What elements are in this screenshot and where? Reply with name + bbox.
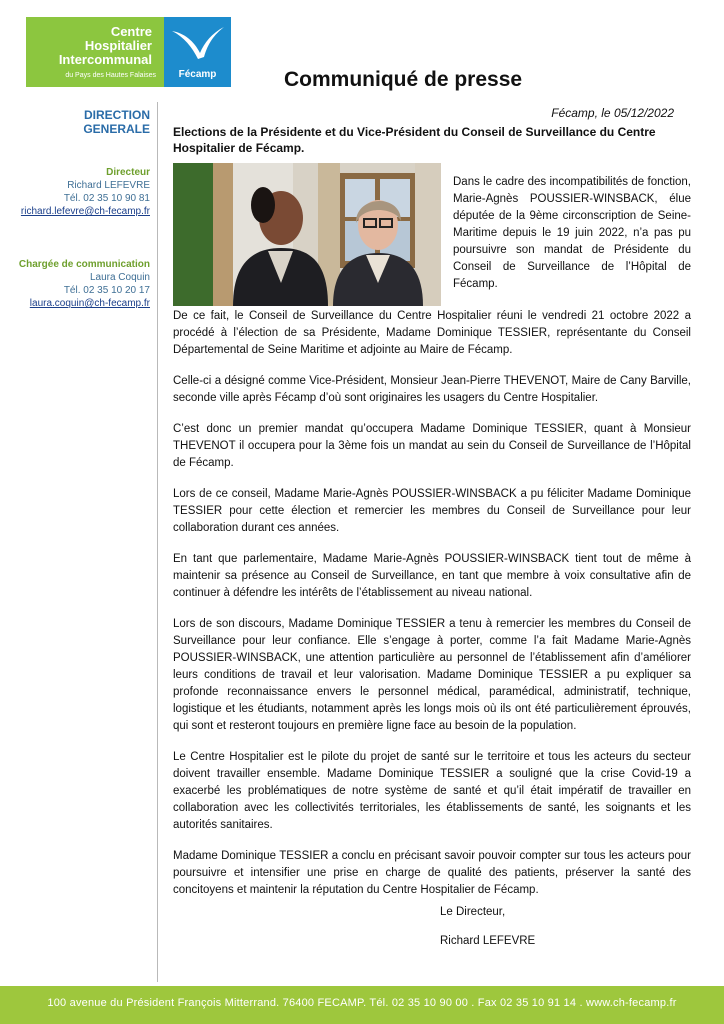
contact-phone: Tél. 02 35 10 20 17: [63, 285, 150, 296]
sidebar-heading: DIRECTION GENERALE: [83, 108, 150, 136]
logo-green-panel: [26, 17, 164, 87]
footer-address: 100 avenue du Président François Mitterrand. 76400 FECAMP. Tél. 02 35 10 90 00 . Fax 02 35 10 91 14 . www.ch-fecamp.fr: [47, 997, 677, 1009]
logo-line-3: Intercommunal: [58, 52, 152, 67]
signature-name: Richard LEFEVRE: [440, 935, 536, 947]
sidebar-divider: [157, 102, 158, 982]
contact-role: Chargée de communication: [18, 259, 150, 270]
logo-line-1: Centre: [110, 24, 152, 39]
page-title: Communiqué de presse: [284, 68, 523, 91]
footer-bar: [0, 986, 724, 1024]
seagull-icon: [170, 23, 226, 63]
contact-name: Laura Coquin: [89, 272, 150, 283]
body-paragraph: C’est donc un premier mandat qu’occupera Madame Dominique TESSIER, quant à Monsieur THEVENOT il occupera pour la 3ème fois un mandat au sein du Conseil de Surveillance de l’Hôpital de Fécamp.: [173, 423, 691, 469]
body-paragraph: En tant que parlementaire, Madame Marie-Agnès POUSSIER-WINSBACK tient tout de même à maintenir sa présence au Conseil de Surveillance, en tant que membre à voix consultative afin de continuer à défendre les intérêts de l’établissement au niveau national.: [173, 553, 691, 599]
body-paragraph: De ce fait, le Conseil de Surveillance du Centre Hospitalier réuni le vendredi 21 octobre 2022 a procédé à l’élection de sa Présidente, Madame Dominique TESSIER, représentante du Conseil Départemental de Seine Maritime et adjointe au Maire de Fécamp.: [173, 310, 691, 356]
logo-city: Fécamp: [178, 69, 217, 80]
press-headline: Elections de la Présidente et du Vice-Président du Conseil de Surveillance du Centre Hospitalier de Fécamp.: [173, 125, 656, 155]
intro-paragraph: Dans le cadre des incompatibilités de fonction, Marie-Agnès POUSSIER-WINSBACK, élue députée de la 9ème circonscription de Seine-Maritime depuis le 19 juin 2022, n’a pas pu poursuivre son mandat de Présidente du Conseil de Surveillance de l’Hôpital de Fécamp.: [453, 176, 691, 290]
press-body: [173, 308, 691, 913]
press-date: Fécamp, le 05/12/2022: [551, 106, 674, 120]
body-paragraph: Lors de ce conseil, Madame Marie-Agnès POUSSIER-WINSBACK a pu féliciter Madame Dominique TESSIER pour cette élection et remercier les membres du Conseil de Surveillance pour leur collaboration durant ces années.: [173, 488, 691, 534]
logo-line-2: Hospitalier: [84, 38, 152, 53]
contact-director: [8, 166, 150, 218]
signature-block: [440, 904, 535, 950]
hospital-logo: [26, 17, 231, 87]
contact-communication: [8, 258, 150, 310]
body-paragraph: Celle-ci a désigné comme Vice-Président, Monsieur Jean-Pierre THEVENOT, Maire de Cany Barville, seconde ville après Fécamp d’où sont originaires les usagers du Centre Hospitalier.: [173, 375, 691, 404]
contact-role: Directeur: [106, 167, 150, 178]
contact-name: Richard LEFEVRE: [67, 180, 150, 191]
photo-two-women: [173, 163, 441, 306]
logo-subtitle: du Pays des Hautes Falaises: [65, 72, 156, 79]
contact-phone: Tél. 02 35 10 90 81: [63, 193, 150, 204]
signature-title: Le Directeur,: [440, 906, 506, 918]
body-paragraph: Madame Dominique TESSIER a conclu en précisant savoir pouvoir compter sur tous les acteurs pour poursuivre et intensifier une prise en charge de qualité des patients, préserver la santé des concitoyens et maintenir la réputation du Centre Hospitalier de Fécamp.: [173, 850, 691, 896]
logo-blue-panel: [164, 17, 231, 87]
contact-email-link[interactable]: richard.lefevre@ch-fecamp.fr: [20, 206, 150, 217]
body-paragraph: Lors de son discours, Madame Dominique TESSIER a tenu à remercier les membres du Conseil de Surveillance pour leur confiance. Elle s’engage à porter, comme l’a fait Madame Marie-Agnès POUSSIER-WINSBACK, une attention particulière au personnel de l’établissement afin d’améliorer leurs conditions de travail et leur valorisation. Madame Dominique TESSIER a pu expliquer sa profonde reconnaissance envers le personnel médical, paramédical, administratif, technique, logistique et les étudiants, notamment après les longs mois où ils ont été particulièrement éprouvés, qui sont et resteront toujours en première ligne face au besoin de la population.: [173, 618, 691, 732]
contact-email-link[interactable]: laura.coquin@ch-fecamp.fr: [29, 298, 150, 309]
body-paragraph: Le Centre Hospitalier est le pilote du projet de santé sur le territoire et tous les acteurs du secteur doivent travailler ensemble. Madame Dominique TESSIER a souligné que la crise Covid-19 a exacerbé les problématiques de notre système de santé et qu’il était impératif de travailler en collaboration avec les collectivités territoriales, les établissements de santé, les soignants et les autorités sanitaires.: [173, 751, 691, 831]
